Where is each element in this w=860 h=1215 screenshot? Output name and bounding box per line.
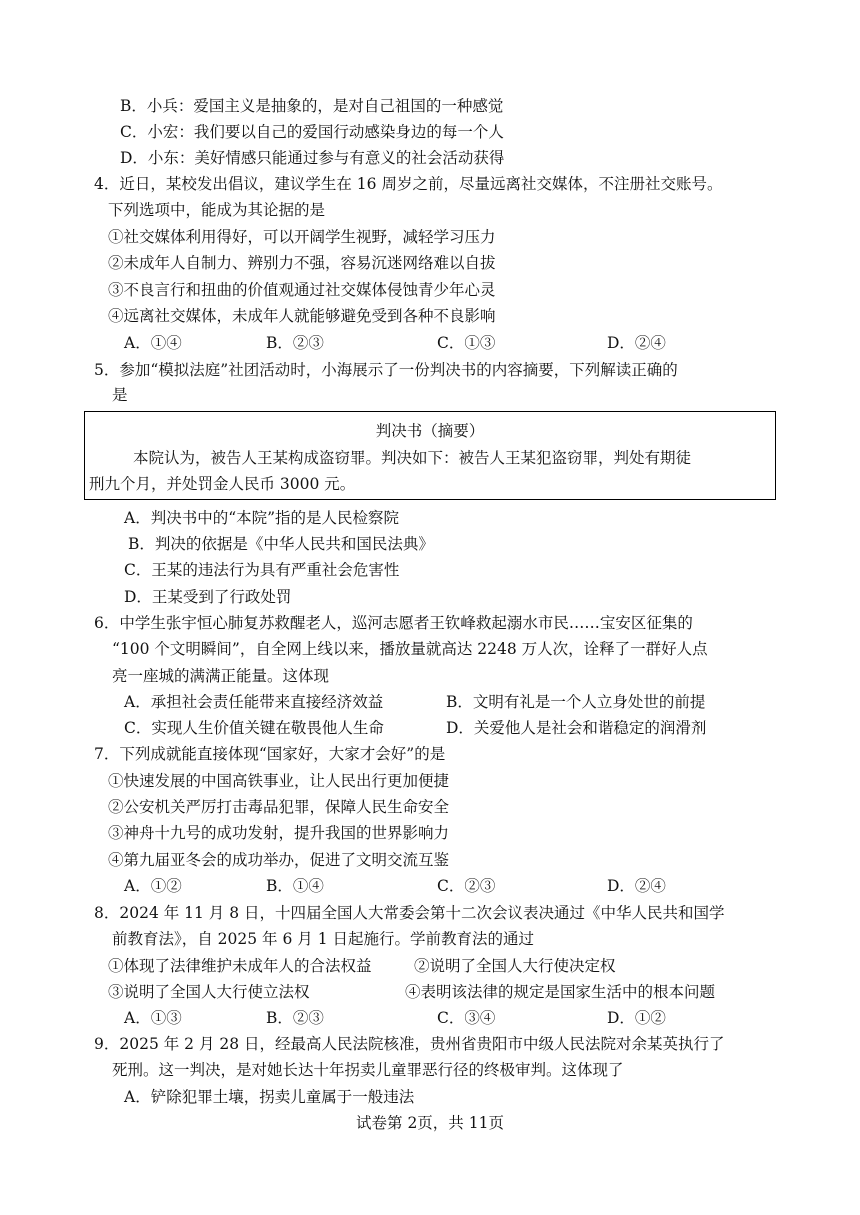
q4-statement-2: ②未成年人自制力、辨别力不强，容易沉迷网络难以自拔 (108, 254, 496, 272)
q7-statement-3: ③神舟十九号的成功发射，提升我国的世界影响力 (108, 824, 450, 842)
q8-statement-3: ③说明了全国人大行使立法权 (108, 983, 310, 1001)
q5-stem-line1: 5．参加“模拟法庭”社团活动时，小海展示了一份判决书的内容摘要，下列解读正确的 (94, 361, 678, 379)
q5-option-b: B．判决的依据是《中华人民共和国民法典》 (128, 535, 434, 553)
q7-stem: 7．下列成就能直接体现“国家好，大家才会好”的是 (94, 745, 446, 763)
q3-option-b: B．小兵：爱国主义是抽象的，是对自己祖国的一种感觉 (120, 97, 504, 115)
q4-option-a: A．①④ (124, 334, 182, 352)
q7-option-c: C．②③ (437, 877, 496, 895)
q4-option-b: B．②③ (266, 334, 324, 352)
judgment-summary-box (84, 411, 776, 500)
q8-stem-line1: 8．2024 年 11 月 8 日，十四届全国人大常委会第十二次会议表决通过《中华人民共和国学 (94, 904, 725, 922)
judgment-title: 判决书（摘要） (375, 422, 485, 440)
q6-option-d: D．关爱他人是社会和谐稳定的润滑剂 (446, 719, 707, 737)
q6-option-a: A．承担社会责任能带来直接经济效益 (124, 693, 384, 711)
q5-option-d: D．王某受到了行政处罚 (124, 588, 292, 606)
q7-option-a: A．①② (124, 877, 182, 895)
judgment-text-line2: 刑九个月，并处罚金人民币 3000 元。 (89, 475, 356, 493)
q6-stem-line3: 亮一座城的满满正能量。这体现 (112, 667, 330, 685)
q8-statement-2: ②说明了全国人大行使决定权 (414, 957, 616, 975)
q3-option-c: C．小宏：我们要以自己的爱国行动感染身边的每一个人 (120, 123, 504, 141)
q4-statement-3: ③不良言行和扭曲的价值观通过社交媒体侵蚀青少年心灵 (108, 281, 496, 299)
q7-option-d: D．②④ (607, 877, 666, 895)
q5-option-a: A．判决书中的“本院”指的是人民检察院 (124, 509, 400, 527)
q7-statement-4: ④第九届亚冬会的成功举办，促进了文明交流互鉴 (108, 851, 450, 869)
q5-option-c: C．王某的违法行为具有严重社会危害性 (124, 561, 400, 579)
q7-option-b: B．①④ (266, 877, 324, 895)
q4-option-c: C．①③ (437, 334, 496, 352)
q8-statement-1: ①体现了法律维护未成年人的合法权益 (108, 957, 372, 975)
q8-stem-line2: 前教育法》，自 2025 年 6 月 1 日起施行。学前教育法的通过 (112, 930, 534, 948)
q4-statement-1: ①社交媒体利用得好，可以开阔学生视野，减轻学习压力 (108, 228, 496, 246)
q9-stem-line2: 死刑。这一判决，是对她长达十年拐卖儿童罪恶行径的终极审判。这体现了 (112, 1061, 624, 1079)
q8-option-d: D．①② (607, 1009, 666, 1027)
q9-stem-line1: 9．2025 年 2 月 28 日，经最高人民法院核准，贵州省贵阳市中级人民法院对余某英执行了 (94, 1035, 725, 1053)
q4-option-d: D．②④ (607, 334, 666, 352)
q8-statement-4: ④表明该法律的规定是国家生活中的根本问题 (405, 983, 716, 1001)
q4-statement-4: ④远离社交媒体，未成年人就能够避免受到各种不良影响 (108, 307, 496, 325)
q8-option-b: B．②③ (266, 1009, 324, 1027)
q6-option-c: C．实现人生价值关键在敬畏他人生命 (124, 719, 384, 737)
q7-statement-1: ①快速发展的中国高铁事业，让人民出行更加便捷 (108, 772, 450, 790)
q4-stem-line2: 下列选项中，能成为其论据的是 (108, 201, 326, 219)
q4-stem-line1: 4．近日，某校发出倡议，建议学生在 16 周岁之前，尽量远离社交媒体，不注册社交账号。 (94, 175, 723, 193)
q9-option-a: A．铲除犯罪土壤，拐卖儿童属于一般违法 (124, 1088, 415, 1106)
q6-stem-line1: 6．中学生张宇恒心肺复苏救醒老人，巡河志愿者王钦峰救起溺水市民……宝安区征集的 (94, 614, 693, 632)
q5-stem-line2: 是 (112, 386, 128, 404)
page-footer: 试卷第 2页，共 11页 (356, 1114, 504, 1132)
q8-option-c: C．③④ (437, 1009, 496, 1027)
q6-stem-line2: “100 个文明瞬间”，自全网上线以来，播放量就高达 2248 万人次，诠释了一群好人点 (112, 640, 708, 658)
q7-statement-2: ②公安机关严厉打击毒品犯罪，保障人民生命安全 (108, 798, 450, 816)
q3-option-d: D．小东：美好情感只能通过参与有意义的社会活动获得 (120, 149, 505, 167)
judgment-text-line1: 本院认为，被告人王某构成盗窃罪。判决如下：被告人王某犯盗窃罪，判处有期徒 (133, 449, 692, 467)
q6-option-b: B．文明有礼是一个人立身处世的前提 (446, 693, 706, 711)
q8-option-a: A．①③ (124, 1009, 182, 1027)
